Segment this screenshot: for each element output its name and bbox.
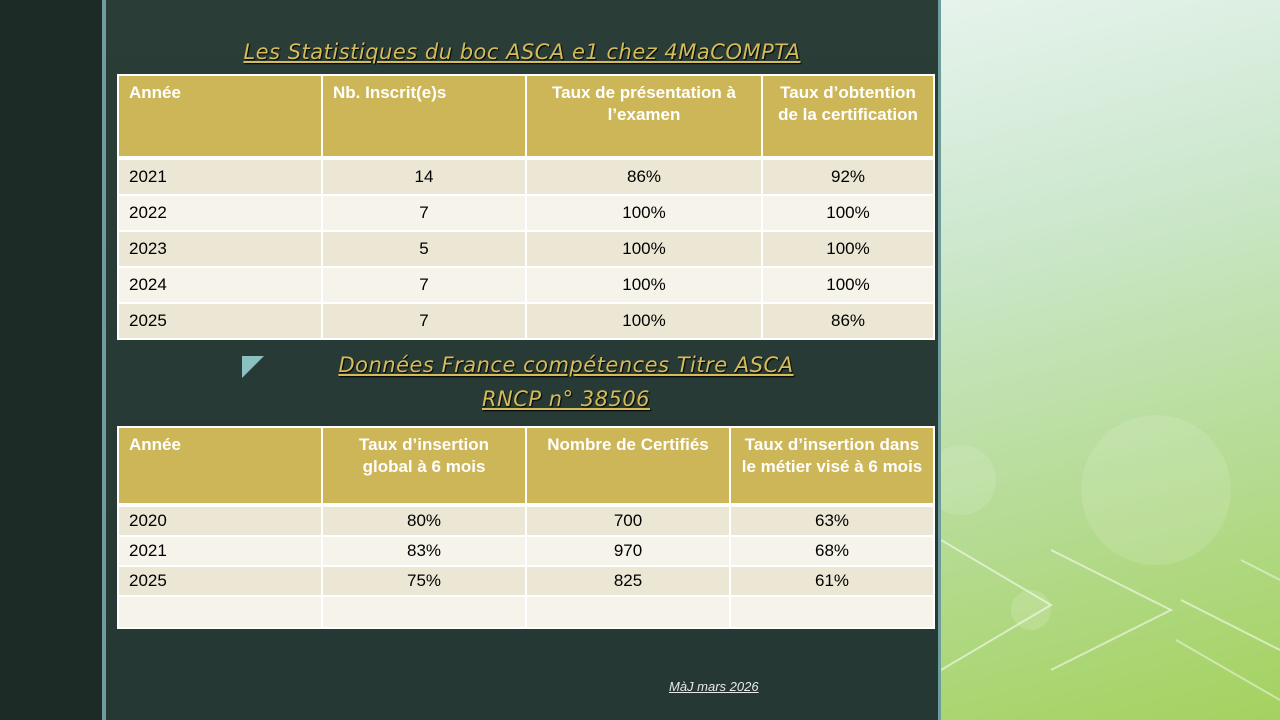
cell-exam-rate: 100% — [526, 231, 762, 267]
table-row — [118, 536, 934, 566]
cell-year: 2025 — [118, 303, 322, 339]
cell-year: 2021 — [118, 158, 322, 195]
update-date-label: MàJ mars 2026 — [669, 679, 759, 694]
cell-job-insertion: 63% — [730, 505, 934, 536]
asca-stats-table — [117, 74, 935, 340]
decorative-green-panel — [941, 0, 1280, 720]
header-enrolled: Nb. Inscrit(e)s — [322, 75, 526, 158]
cell-enrolled: 7 — [322, 267, 526, 303]
table-row — [118, 566, 934, 596]
table-header-row — [118, 427, 934, 505]
cell-exam-rate: 100% — [526, 303, 762, 339]
cell-year: 2024 — [118, 267, 322, 303]
header-exam-rate: Taux de présentation à l’examen — [526, 75, 762, 158]
cell-year: 2025 — [118, 566, 322, 596]
cell-enrolled: 14 — [322, 158, 526, 195]
table-row — [118, 596, 934, 628]
cell-certification-rate: 86% — [762, 303, 934, 339]
cell-global-insertion: 83% — [322, 536, 526, 566]
cell-enrolled: 7 — [322, 195, 526, 231]
cell-year: 2023 — [118, 231, 322, 267]
header-certified-count: Nombre de Certifiés — [526, 427, 730, 505]
cell-certified-count: 700 — [526, 505, 730, 536]
header-global-insertion: Taux d’insertion global à 6 mois — [322, 427, 526, 505]
cell-year: 2020 — [118, 505, 322, 536]
cell-job-insertion — [730, 596, 934, 628]
cell-enrolled: 5 — [322, 231, 526, 267]
stats-title: Les Statistiques du boc ASCA e1 chez 4MaCOMPTA — [243, 40, 801, 64]
france-competences-table — [117, 426, 935, 629]
table-row — [118, 195, 934, 231]
table-row — [118, 267, 934, 303]
cell-certification-rate: 92% — [762, 158, 934, 195]
cell-exam-rate: 86% — [526, 158, 762, 195]
header-year: Année — [118, 427, 322, 505]
cell-job-insertion: 68% — [730, 536, 934, 566]
cell-certification-rate: 100% — [762, 231, 934, 267]
rncp-number: RNCP n° 38506 — [481, 387, 651, 411]
cell-job-insertion: 61% — [730, 566, 934, 596]
left-dark-strip — [0, 0, 102, 720]
cell-certified-count — [526, 596, 730, 628]
cell-year: 2021 — [118, 536, 322, 566]
cell-enrolled: 7 — [322, 303, 526, 339]
cell-exam-rate: 100% — [526, 267, 762, 303]
table-header-row — [118, 75, 934, 158]
header-certification-rate: Taux d’obtention de la certification — [762, 75, 934, 158]
table-row — [118, 505, 934, 536]
table-row — [118, 231, 934, 267]
table-row — [118, 303, 934, 339]
table-row — [118, 158, 934, 195]
cell-exam-rate: 100% — [526, 195, 762, 231]
decorative-chevron-shapes — [941, 0, 1280, 720]
cell-global-insertion: 80% — [322, 505, 526, 536]
cell-global-insertion — [322, 596, 526, 628]
cell-certification-rate: 100% — [762, 267, 934, 303]
cell-certification-rate: 100% — [762, 195, 934, 231]
cell-certified-count: 825 — [526, 566, 730, 596]
cell-year: 2022 — [118, 195, 322, 231]
cell-certified-count: 970 — [526, 536, 730, 566]
cell-global-insertion: 75% — [322, 566, 526, 596]
cell-year — [118, 596, 322, 628]
header-job-insertion: Taux d’insertion dans le métier visé à 6 mois — [730, 427, 934, 505]
france-competences-title: Données France compétences Titre ASCA — [338, 353, 794, 377]
header-year: Année — [118, 75, 322, 158]
